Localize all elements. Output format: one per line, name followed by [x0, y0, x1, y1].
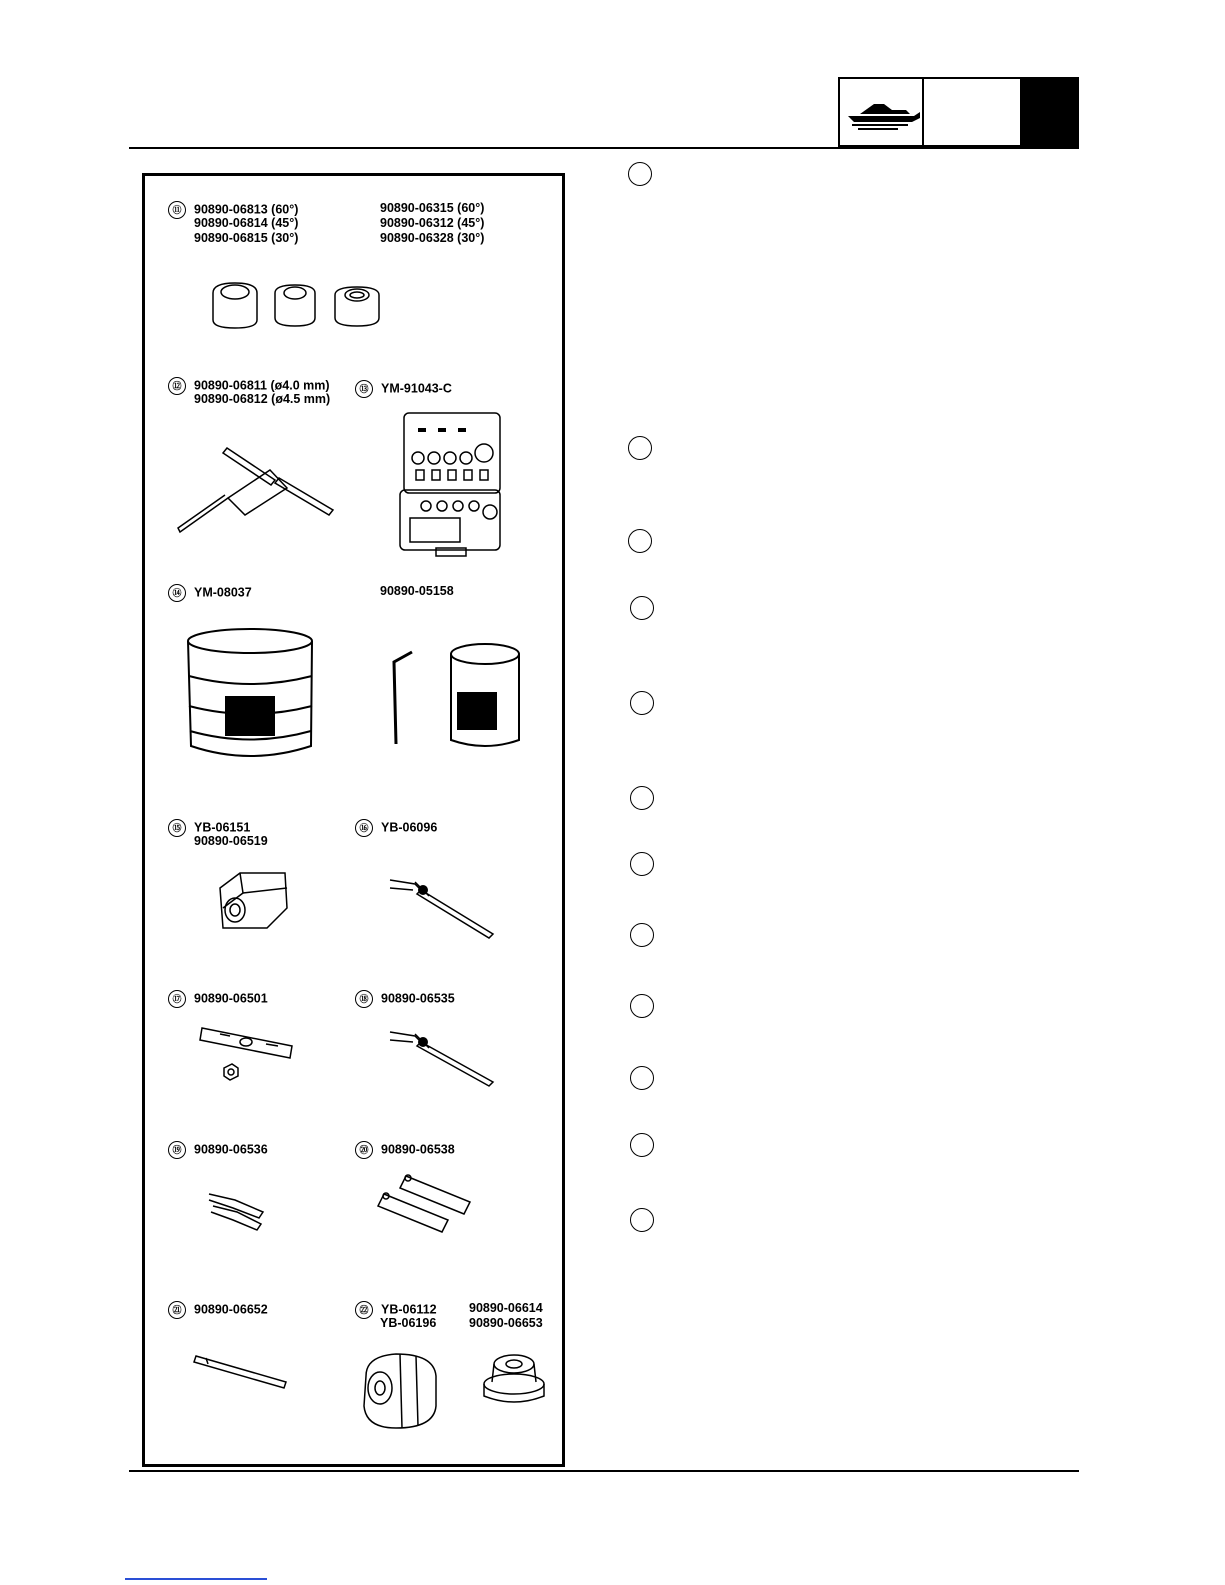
tool-number: ⑭ — [168, 584, 186, 602]
tool-15-label: ⑮ YB-06151 — [168, 819, 250, 837]
tool-22-code: 90890-06614 — [469, 1301, 543, 1315]
tool-case-illustration — [396, 408, 506, 558]
tool-number: ⑫ — [168, 377, 186, 395]
hex-wrench-illustration — [388, 648, 418, 748]
callout-circle — [630, 1208, 654, 1232]
tool-15-code: 90890-06519 — [194, 834, 268, 848]
tool-number: ⑯ — [355, 819, 373, 837]
stopper-guide-stand-illustration — [385, 1022, 505, 1092]
tool-number: ⑲ — [168, 1141, 186, 1159]
tool-12-code: 90890-06812 (ø4.5 mm) — [194, 392, 331, 406]
tool-18-label: ⑱ 90890-06535 — [355, 990, 455, 1008]
piston-ring-compressor-illustration — [185, 626, 325, 771]
tool-17-label: ⑰ 90890-06501 — [168, 990, 268, 1008]
tool-number: ㉒ — [355, 1301, 373, 1319]
tool-22-code: YB-06196 — [380, 1316, 437, 1330]
tool-14-code: 90890-05158 — [380, 584, 454, 598]
tool-number: ⑮ — [168, 819, 186, 837]
tool-number: ⑪ — [168, 201, 186, 219]
header-chapter-box — [922, 77, 1022, 147]
callout-circle — [628, 529, 652, 553]
tool-11-code: 90890-06815 (30°) — [194, 231, 299, 245]
puller-attachments-illustration — [376, 1172, 476, 1242]
tool-12-label: ⑫ 90890-06811 (ø4.0 mm) — [168, 377, 330, 395]
tool-20-label: ⑳ 90890-06538 — [355, 1141, 455, 1159]
tool-11-code: 90890-06814 (45°) — [194, 216, 299, 230]
header-rule — [129, 147, 1079, 149]
watercraft-icon — [844, 94, 924, 134]
header-tab-marker — [1020, 77, 1079, 147]
tool-number: ㉑ — [168, 1301, 186, 1319]
tool-16-label: ⑯ YB-06096 — [355, 819, 437, 837]
header-logo-box — [838, 77, 924, 147]
callout-circle — [628, 436, 652, 460]
stopper-guide-plate-illustration — [196, 1022, 306, 1092]
callout-circle — [630, 596, 654, 620]
callout-circle — [630, 691, 654, 715]
callout-circle — [630, 923, 654, 947]
tool-number: ⑳ — [355, 1141, 373, 1159]
coupling-holder-illustration — [215, 868, 295, 938]
tool-22-code: 90890-06653 — [469, 1316, 543, 1330]
weight-rod-illustration — [192, 1352, 292, 1392]
callout-circle — [628, 162, 652, 186]
tool-22-label: ㉒ YB-06112 — [355, 1301, 437, 1319]
page-link-underline[interactable] — [125, 1578, 267, 1580]
tool-21-label: ㉑ 90890-06652 — [168, 1301, 268, 1319]
tool-11-code: 90890-06328 (30°) — [380, 231, 485, 245]
valve-seat-cutter-illustration — [205, 278, 385, 338]
bearing-separator-illustration — [205, 1188, 275, 1238]
tool-19-label: ⑲ 90890-06536 — [168, 1141, 268, 1159]
installer-attachment-illustration — [476, 1352, 556, 1412]
tool-11-label: ⑪ 90890-06813 (60°) — [168, 201, 298, 219]
valve-guide-remover-illustration — [175, 440, 345, 540]
tool-number: ⑱ — [355, 990, 373, 1008]
tool-13-label: ⑬ YM-91043-C — [355, 380, 452, 398]
callout-circle — [630, 1066, 654, 1090]
footer-rule — [129, 1470, 1079, 1472]
tool-number: ⑬ — [355, 380, 373, 398]
tool-14-label: ⑭ YM-08037 — [168, 584, 252, 602]
tool-11-code: 90890-06315 (60°) — [380, 201, 485, 215]
callout-circle — [630, 786, 654, 810]
bearing-puller-illustration — [385, 870, 505, 940]
tool-number: ⑰ — [168, 990, 186, 1008]
bearing-installer-illustration — [356, 1346, 446, 1436]
tool-11-code: 90890-06312 (45°) — [380, 216, 485, 230]
callout-circle — [630, 994, 654, 1018]
ring-compressor-band-illustration — [445, 642, 525, 752]
callout-circle — [630, 852, 654, 876]
callout-circle — [630, 1133, 654, 1157]
